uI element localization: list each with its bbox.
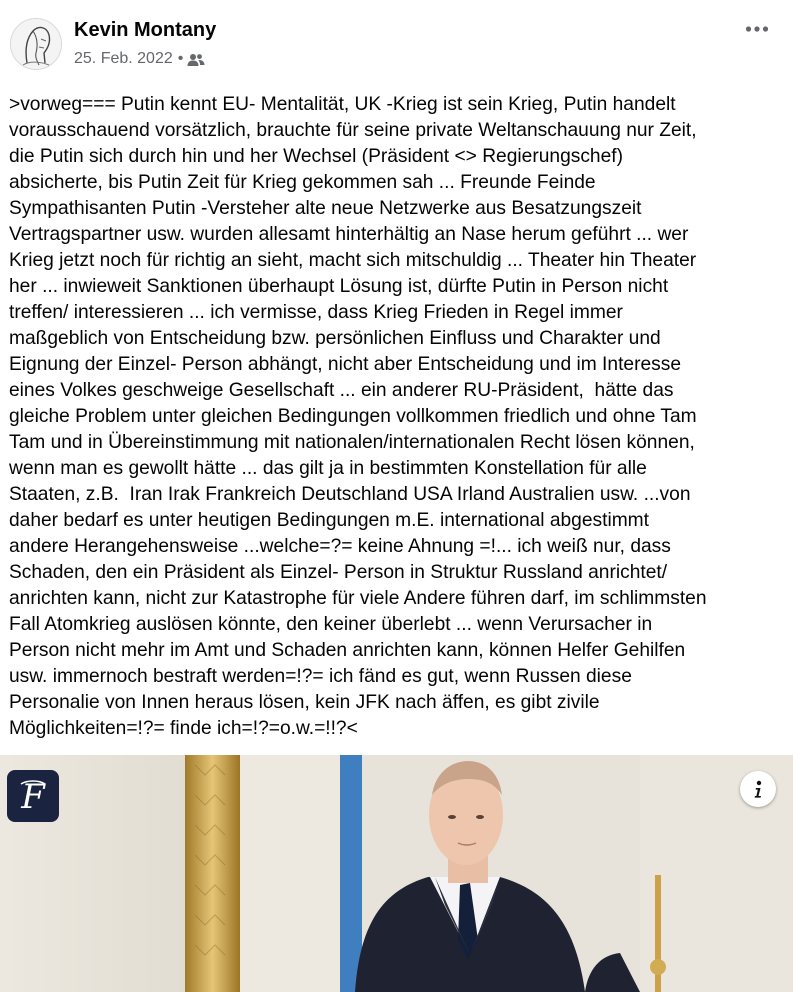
avatar[interactable] xyxy=(10,18,62,70)
post-body-text: >vorweg=== Putin kennt EU- Mentalität, UK -Krieg ist sein Krieg, Putin handelt vorausschauend vorsätzlich, brauchte für seine private Weltanschauung nur Zeit, die Putin sich durch hin und her Wechsel (Präsident <> Regierungschef) absicherte, bis Putin Zeit für Krieg gekommen sah ... Freunde Feinde Sympathisanten Putin -Versteher alte neue Netzwerke aus Besatzungszeit Vertragspartner usw. wurden allesamt hinterhältig an Nase herum geführt ... wer Krieg jetzt noch für richtig an sieht, macht sich mitschuldig ... Theater hin Theater her ... inwieweit Sanktionen überhaupt Lösung ist, dürfte Putin in Person nicht treffen/ interessieren ... ich vermisse, dass Krieg Frieden in Regel immer maßgeblich von Entscheidung bzw. persönlichen Einfluss und Charakter und Eignung der Einzel- Person abhängt, nicht aber Entscheidung und im Interesse eines Volkes geschweige Gesellschaft ... ein anderer RU-Präsident, hätte das gleiche Problem unter gleichen Bedingungen vollkommen friedlich und ohne Tam Tam und in Übereinstimmung mit nationalen/internationalen Recht lösen können, wenn man es gewollt hätte ... das gilt ja in bestimmten Konstellation für alle Staaten, z.B. Iran Irak Frankreich Deutschland USA Irland Australien usw. ...von daher bedarf es unter heutigen Bedingungen m.E. international abgestimmt andere Herangehensweise ...welche=?= keine Ahnung =!... ich weiß nur, dass Schaden, den ein Präsident als Einzel- Person in Struktur Russland anrichtet/ anrichten kann, nicht zur Katastrophe für viele Andere führen darf, im schlimmsten Fall Atomkrieg auslösen könnte, den keiner überlebt ... wenn Verursacher in Person nicht mehr im Amt und Schaden anrichten kann, können Helfer Gehilfen usw. immernoch bestraft werden=!?= ich fänd es gut, wenn Russen diese Personalie von Innen heraus lösen, kein JFK nach äffen, es gibt zivile Möglichkeiten=!?= finde ich=!?=o.w.=!!?< xyxy=(9,94,707,739)
avatar-sketch-icon xyxy=(11,19,62,70)
faz-logo-icon xyxy=(15,776,51,816)
info-icon xyxy=(751,779,765,799)
publisher-badge[interactable] xyxy=(7,770,59,822)
more-options-button[interactable] xyxy=(737,14,777,44)
more-horizontal-icon xyxy=(745,25,769,33)
post-media-image[interactable] xyxy=(0,755,793,992)
post-meta xyxy=(74,48,205,70)
friends-icon[interactable] xyxy=(187,53,205,67)
post-header xyxy=(0,0,793,86)
author-name[interactable]: Kevin Montany xyxy=(74,19,217,41)
meta-separator: • xyxy=(177,50,184,67)
photo-illustration xyxy=(0,755,793,992)
post-date[interactable]: 25. Feb. 2022 xyxy=(74,50,173,67)
svg-text:F: F xyxy=(21,777,45,816)
info-button[interactable] xyxy=(740,771,776,807)
